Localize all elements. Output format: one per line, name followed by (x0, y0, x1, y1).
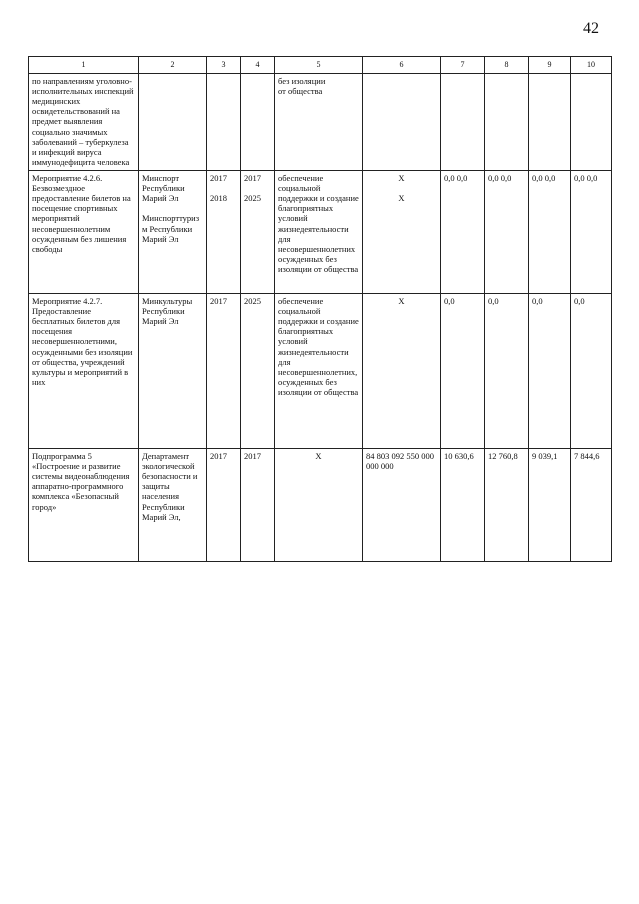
col-header-7: 7 (441, 57, 485, 74)
page-number: 42 (583, 20, 599, 37)
table-row-4-2-7 (29, 293, 612, 448)
cell-value-7 (441, 73, 485, 170)
cell-value-9: 9 039,1 (529, 448, 571, 561)
col-header-4: 4 (241, 57, 275, 74)
cell-start-year: 2017 (207, 448, 241, 561)
table-row-continuation (29, 73, 612, 170)
cell-result: Х (275, 448, 363, 561)
cell-value-10: 0,0 0,0 (571, 170, 612, 293)
table-row-subprogram-5 (29, 448, 612, 561)
cell-executor: Департамент экологической безопасности и защиты населения Республики Марий Эл, (139, 448, 207, 561)
cell-code: 84 803 092 550 000 000 000 (363, 448, 441, 561)
cell-start-year: 2017 2018 (207, 170, 241, 293)
cell-value-8: 12 760,8 (485, 448, 529, 561)
cell-value-8: 0,0 0,0 (485, 170, 529, 293)
cell-start-year (207, 73, 241, 170)
cell-activity: Мероприятие 4.2.6. Безвозмездное предоставление билетов на посещение спортивных мероприятий несовершеннолетним осужденным без лишения свободы (29, 170, 139, 293)
col-header-9: 9 (529, 57, 571, 74)
cell-value-9: 0,0 0,0 (529, 170, 571, 293)
table-row-4-2-6 (29, 170, 612, 293)
cell-activity: по направлениям уголовно-исполнительных инспекций медицинских освидетельствований на предмет выявления социально значимых заболеваний – туберкулеза и инфекций вируса иммунодефицита человека (29, 73, 139, 170)
cell-value-8: 0,0 (485, 293, 529, 448)
cell-value-7: 0,0 (441, 293, 485, 448)
cell-value-10: 7 844,6 (571, 448, 612, 561)
header-row (29, 57, 612, 74)
cell-value-10: 0,0 (571, 293, 612, 448)
program-table (28, 56, 612, 562)
cell-result: обеспечение социальной поддержки и создание благоприятных условий жизнедеятельности для несовершеннолетних осужденных без изоляции от общества (275, 170, 363, 293)
cell-value-8 (485, 73, 529, 170)
cell-start-year: 2017 (207, 293, 241, 448)
cell-result: без изоляции от общества (275, 73, 363, 170)
cell-code: Х (363, 293, 441, 448)
col-header-6: 6 (363, 57, 441, 74)
cell-value-7: 0,0 0,0 (441, 170, 485, 293)
col-header-2: 2 (139, 57, 207, 74)
cell-activity: Мероприятие 4.2.7. Предоставление бесплатных билетов для посещения несовершеннолетними, осужденными без изоляции от общества, учреждений культуры и мероприятий в них (29, 293, 139, 448)
col-header-10: 10 (571, 57, 612, 74)
cell-activity: Подпрограмма 5 «Построение и развитие системы видеонаблюдения аппаратно-программного комплекса «Безопасный город» (29, 448, 139, 561)
cell-executor (139, 73, 207, 170)
cell-code: Х Х (363, 170, 441, 293)
cell-end-year: 2025 (241, 293, 275, 448)
cell-code (363, 73, 441, 170)
col-header-5: 5 (275, 57, 363, 74)
col-header-3: 3 (207, 57, 241, 74)
cell-executor: Минкультуры Республики Марий Эл (139, 293, 207, 448)
col-header-1: 1 (29, 57, 139, 74)
cell-value-9 (529, 73, 571, 170)
cell-executor: Минспорт Республики Марий Эл Минспорттуризм Республики Марий Эл (139, 170, 207, 293)
cell-end-year: 2017 2025 (241, 170, 275, 293)
cell-value-9: 0,0 (529, 293, 571, 448)
cell-result: обеспечение социальной поддержки и создание благоприятных условий жизнедеятельности для несовершеннолетних, осужденных без изоляции от общества (275, 293, 363, 448)
cell-value-10 (571, 73, 612, 170)
cell-end-year: 2017 (241, 448, 275, 561)
cell-end-year (241, 73, 275, 170)
col-header-8: 8 (485, 57, 529, 74)
cell-value-7: 10 630,6 (441, 448, 485, 561)
